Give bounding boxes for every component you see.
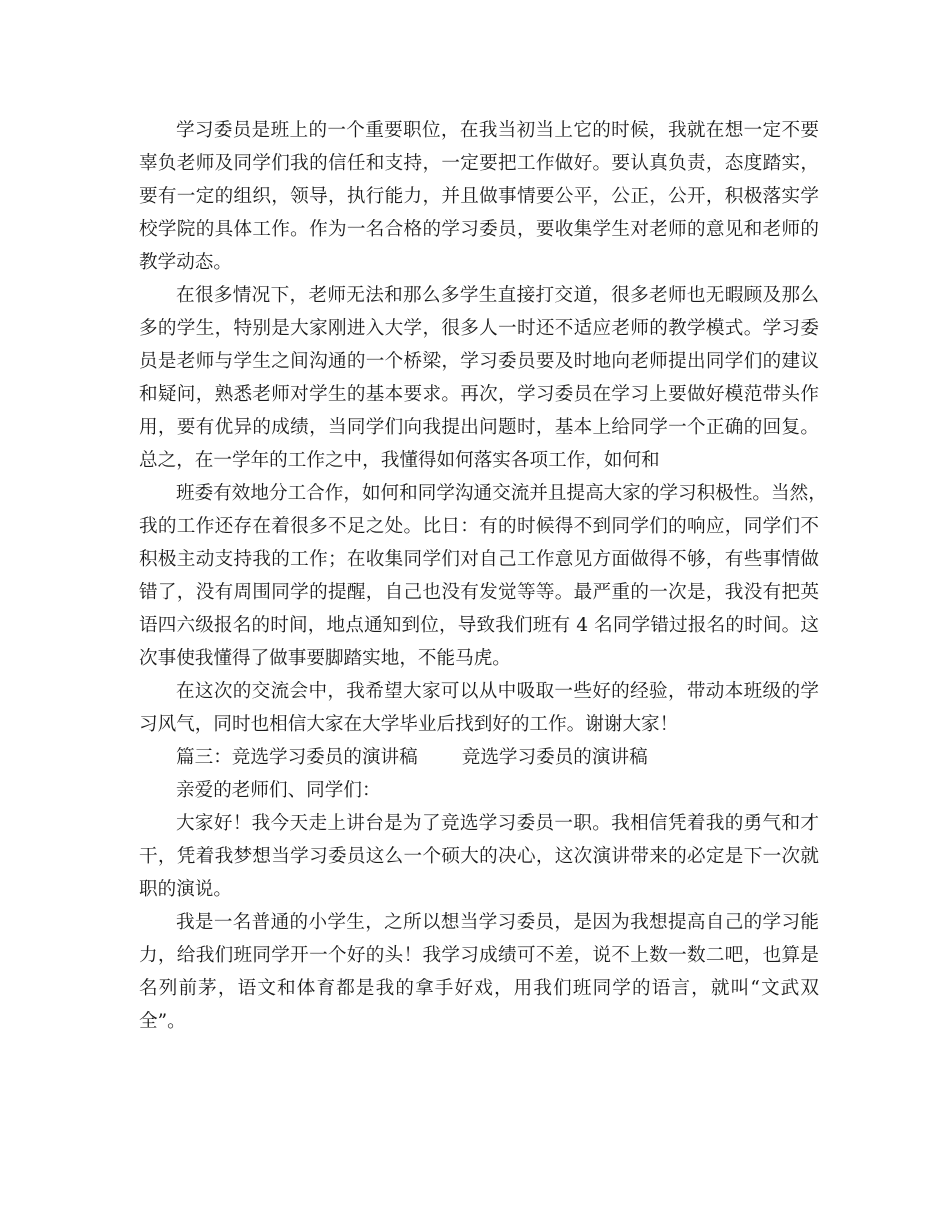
text-line: 用，要有优异的成绩，当同学们向我提出问题时，基本上给同学一个正确的回复。 [139,417,819,438]
text-line: 教学动态。 [139,252,232,273]
text-line: 全”。 [139,1011,186,1032]
text-line: 多的学生，特别是大家刚进入大学，很多人一时还不适应老师的教学模式。学习委 [139,318,819,339]
text-line: 要有一定的组织，领导，执行能力，并且做事情要公平，公正，公开，积极落实学 [139,186,819,207]
text-line: 力，给我们班同学开一个好的头！我学习成绩可不差，说不上数一数二吧，也算是 [139,945,819,966]
heading-subtitle: 竞选学习委员的演讲稿 [461,747,648,768]
text-line: 次事使我懂得了做事要脚踏实地，不能马虎。 [139,648,511,669]
section-heading [139,741,819,774]
text-line: 名列前茅，语文和体育都是我的拿手好戏，用我们班同学的语言，就叫“文武双 [139,978,819,999]
text-line: 班委有效地分工合作，如何和同学沟通交流并且提高大家的学习积极性。当然， [176,483,827,504]
text-line: 和疑问，熟悉老师对学生的基本要求。再次，学习委员在学习上要做好模范带头作 [139,384,819,405]
text-line: 积极主动支持我的工作；在收集同学们对自己工作意见方面做得不够，有些事情做 [139,549,819,570]
text-line: 语四六级报名的时间，地点通知到位，导致我们班有 4 名同学错过报名的时间。这 [139,615,819,636]
text-line: 我的工作还存在着很多不足之处。比日：有的时候得不到同学们的响应，同学们不 [139,516,819,537]
text-line: 员是老师与学生之间沟通的一个桥梁，学习委员要及时地向老师提出同学们的建议 [139,351,819,372]
text-line: 校学院的具体工作。作为一名合格的学习委员，要收集学生对老师的意见和老师的 [139,219,819,240]
paragraph [139,114,819,279]
heading-title: 篇三：竞选学习委员的演讲稿 [176,747,418,768]
text-line: 辜负老师及同学们我的信任和支持，一定要把工作做好。要认真负责，态度踏实， [139,153,819,174]
text-line: 总之，在一学年的工作之中，我懂得如何落实各项工作，如何和 [139,450,660,471]
paragraph [139,279,819,477]
text-line: 在很多情况下，老师无法和那么多学生直接打交道，很多老师也无暇顾及那么 [176,285,819,306]
text-line: 职的演说。 [139,879,232,900]
paragraph [139,807,819,906]
paragraph [139,906,819,1038]
text-line: 错了，没有周围同学的提醒，自己也没有发觉等等。最严重的一次是，我没有把英 [139,582,819,603]
text-line: 在这次的交流会中，我希望大家可以从中吸取一些好的经验，带动本班级的学 [176,681,819,702]
paragraph [139,477,827,675]
text-line: 学习委员是班上的一个重要职位，在我当初当上它的时候，我就在想一定不要 [176,120,819,141]
text-line: 大家好！我今天走上讲台是为了竞选学习委员一职。我相信凭着我的勇气和才 [176,813,819,834]
text-line: 我是一名普通的小学生，之所以想当学习委员，是因为我想提高自己的学习能 [176,912,819,933]
text-line: 干，凭着我梦想当学习委员这么一个硕大的决心，这次演讲带来的必定是下一次就 [139,846,819,867]
paragraph [139,675,819,741]
salutation: 亲爱的老师们、同学们： [176,780,381,801]
document-body [139,114,827,1038]
text-line: 习风气，同时也相信大家在大学毕业后找到好的工作。谢谢大家！ [139,714,679,735]
